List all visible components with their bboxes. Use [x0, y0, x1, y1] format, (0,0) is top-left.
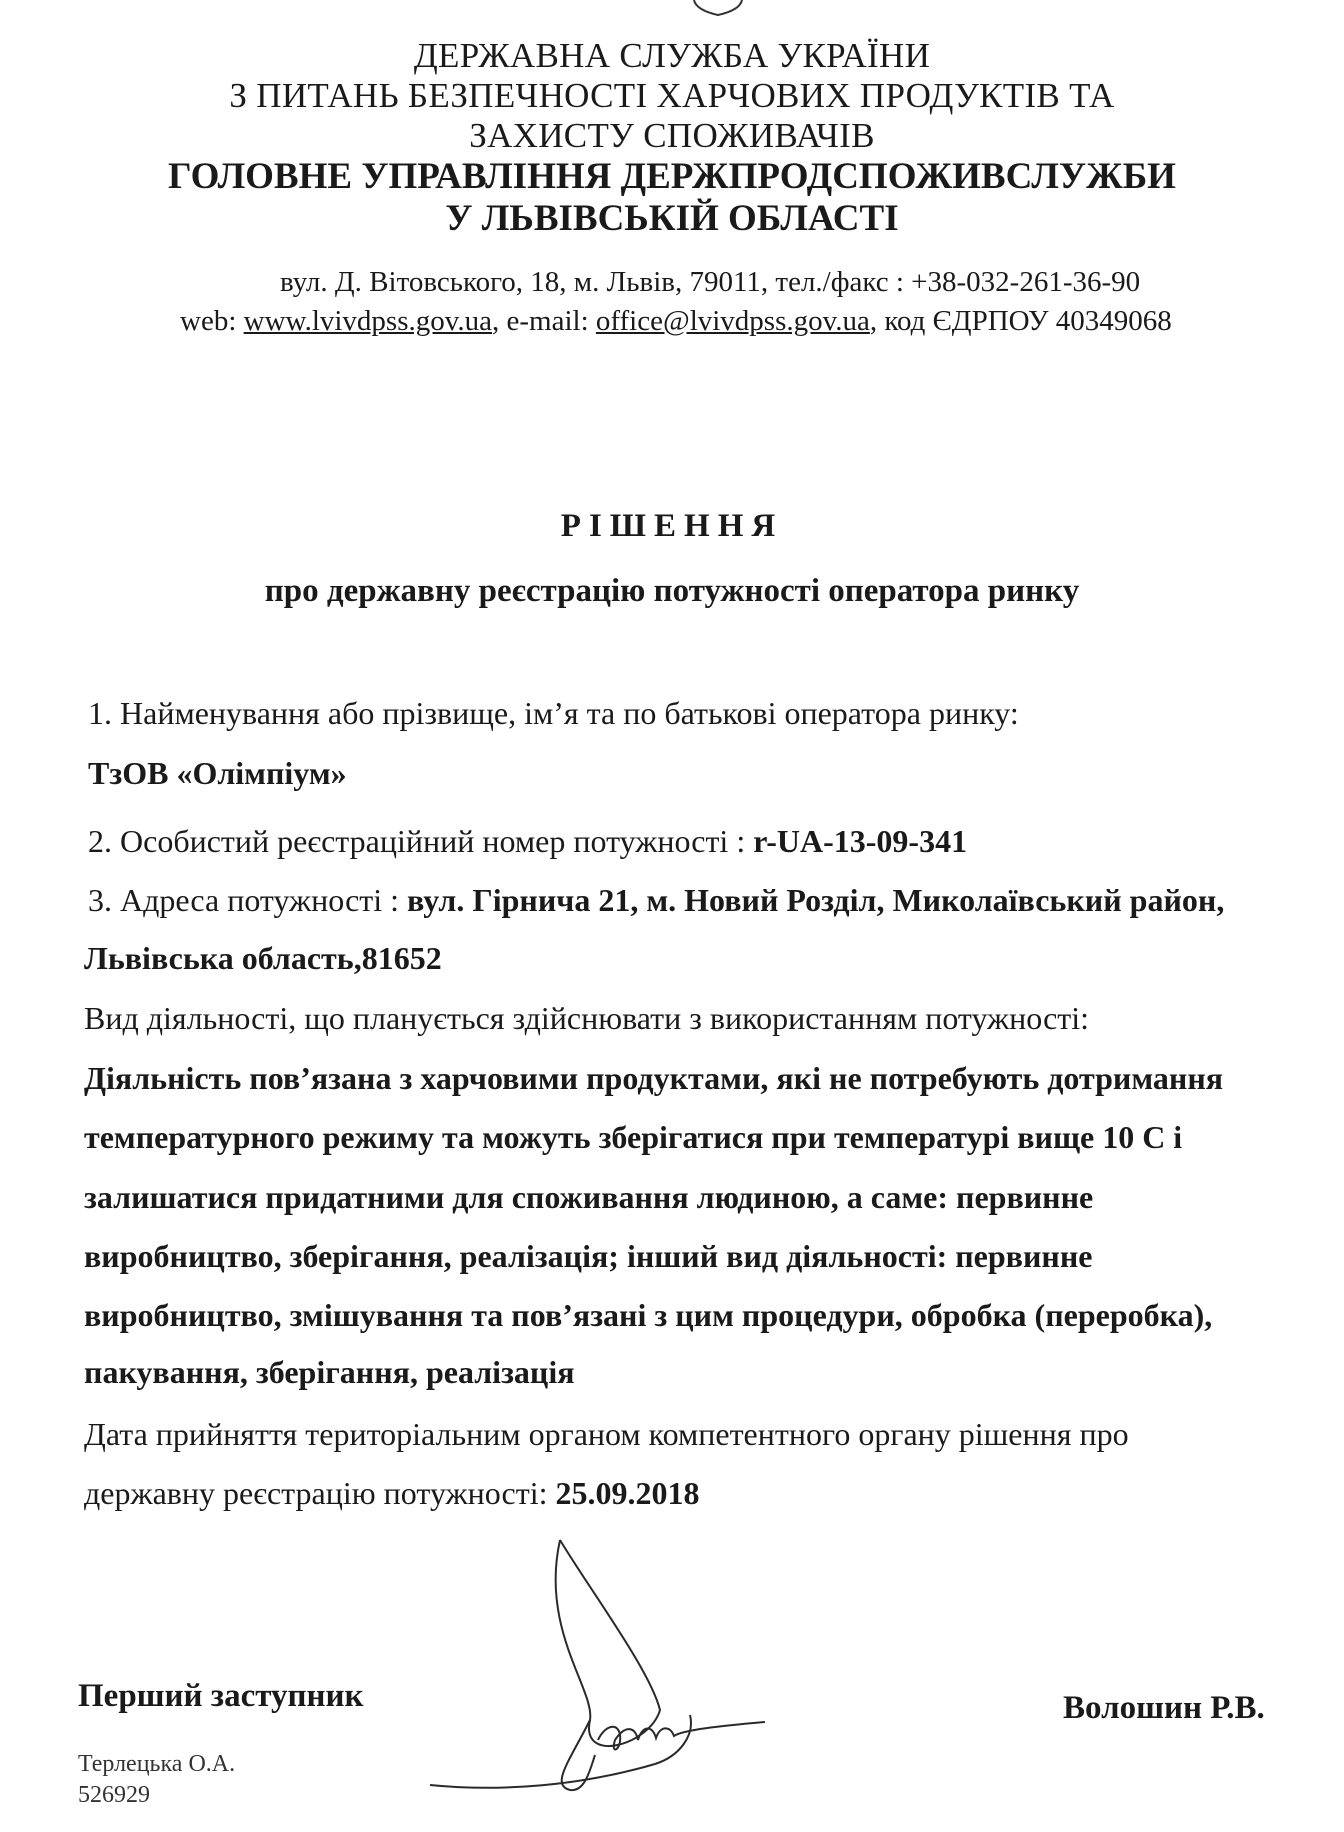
- item1-label: 1. Найменування або прізвище, ім’я та по батькові оператора ринку:: [88, 695, 1019, 731]
- date-label-line2: державну реєстрацію потужності:: [84, 1475, 548, 1511]
- activity-line-2: температурного режиму та можуть зберігатися при температурі вище 10 С і: [84, 1119, 1183, 1155]
- contact-address: вул. Д. Вітовського, 18, м. Львів, 79011, тел./факс : +38-032-261-36-90: [280, 266, 1141, 298]
- activity-line-4: виробництво, зберігання, реалізація; інший вид діяльності: первинне: [84, 1238, 1093, 1274]
- document-subtitle: про державну реєстрацію потужності оператора ринку: [264, 573, 1080, 609]
- item3-label: 3. Адреса потужності :: [88, 882, 400, 918]
- header-line-2: З ПИТАНЬ БЕЗПЕЧНОСТІ ХАРЧОВИХ ПРОДУКТІВ ТА: [229, 76, 1115, 115]
- header-line-1: ДЕРЖАВНА СЛУЖБА УКРАЇНИ: [413, 36, 931, 75]
- activity-label: Вид діяльності, що планується здійснювати з використанням потужності:: [84, 1000, 1090, 1036]
- header-line-4: ГОЛОВНЕ УПРАВЛІННЯ ДЕРЖПРОДСПОЖИВСЛУЖБИ: [168, 156, 1176, 197]
- activity-line-1: Діяльність пов’язана з харчовими продуктами, які не потребують дотримання: [84, 1060, 1224, 1096]
- item2-row: [88, 825, 967, 857]
- date-row: [84, 1477, 700, 1509]
- item2-label: 2. Особистий реєстраційний номер потужності :: [88, 823, 746, 859]
- document-title: РІШЕННЯ: [560, 508, 784, 544]
- item1-value: ТзОВ «Олімпіум»: [88, 755, 347, 791]
- web-link[interactable]: www.lvivdpss.gov.ua: [243, 305, 492, 337]
- decision-date: 25.09.2018: [555, 1475, 700, 1511]
- contact-web-email: [180, 307, 1172, 336]
- executor-phone: 526929: [78, 1782, 150, 1808]
- item3-value-line1: вул. Гірнича 21, м. Новий Розділ, Миколаївський район,: [407, 882, 1225, 918]
- item3-value-line2: Львівська область,81652: [84, 940, 442, 976]
- date-label-line1: Дата прийняття територіальним органом компетентного органу рішення про: [84, 1416, 1129, 1452]
- header-line-5: У ЛЬВІВСЬКІЙ ОБЛАСТІ: [445, 198, 899, 239]
- item2-value: r-UA-13-09-341: [753, 823, 968, 859]
- email-link[interactable]: office@lvivdpss.gov.ua: [595, 305, 870, 337]
- signatory-name: Волошин Р.В.: [1063, 1690, 1265, 1726]
- executor-name: Терлецька О.А.: [78, 1751, 236, 1777]
- activity-line-5: виробництво, змішування та пов’язані з цим процедури, обробка (переробка),: [84, 1297, 1213, 1333]
- activity-line-3: залишатися придатними для споживання людиною, а саме: первинне: [84, 1179, 1094, 1215]
- handwritten-signature: [420, 1530, 780, 1810]
- web-label: web:: [180, 305, 237, 337]
- signatory-position: Перший заступник: [78, 1678, 364, 1714]
- email-label: , e-mail:: [492, 305, 589, 337]
- edrpou-code: , код ЄДРПОУ 40349068: [869, 305, 1172, 337]
- activity-line-6: пакування, зберігання, реалізація: [84, 1354, 575, 1390]
- header-line-3: ЗАХИСТУ СПОЖИВАЧІВ: [469, 116, 875, 155]
- item3-row: [88, 884, 1224, 916]
- coat-of-arms-icon: [690, 0, 746, 16]
